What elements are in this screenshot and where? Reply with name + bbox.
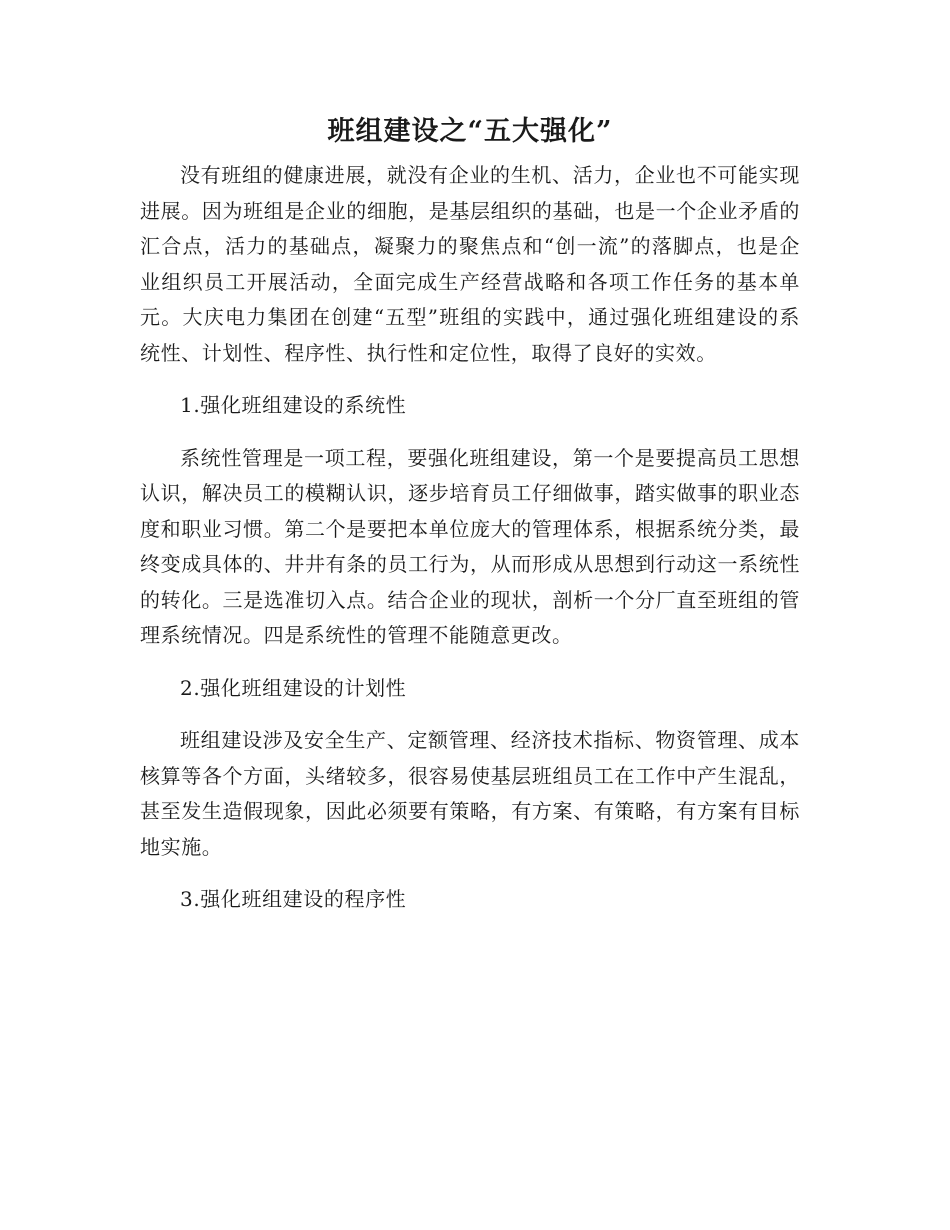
section-body-1: 系统性管理是一项工程，要强化班组建设，第一个是要提高员工思想认识，解决员工的模糊认识，逐步培育员工仔细做事，踏实做事的职业态度和职业习惯。第二个是要把本单位庞大的管理体系，根据系统分类，最终变成具体的、井井有条的员工行为，从而形成从思想到行动这一系统性的转化。三是选准切入点。结合企业的现状，剖析一个分厂直至班组的管理系统情况。四是系统性的管理不能随意更改。 <box>140 445 800 647</box>
document-page <box>140 108 800 918</box>
intro-paragraph: 没有班组的健康进展，就没有企业的生机、活力，企业也不可能实现进展。因为班组是企业的细胞，是基层组织的基础，也是一个企业矛盾的汇合点，活力的基础点，凝聚力的聚焦点和“创一流”的落脚点，也是企业组织员工开展活动，全面完成生产经营战略和各项工作任务的基本单元。大庆电力集团在创建“五型”班组的实践中，通过强化班组建设的系统性、计划性、程序性、执行性和定位性，取得了良好的实效。 <box>140 163 800 365</box>
document-title: 班组建设之“五大强化” <box>327 116 613 147</box>
section-heading-2: 2.强化班组建设的计划性 <box>180 675 407 700</box>
section-heading-3: 3.强化班组建设的程序性 <box>180 887 407 911</box>
section-heading-1: 1.强化班组建设的系统性 <box>180 393 407 417</box>
section-body-2: 班组建设涉及安全生产、定额管理、经济技术指标、物资管理、成本核算等各个方面，头绪较多，很容易使基层班组员工在工作中产生混乱，甚至发生造假现象，因此必须要有策略，有方案、有策略，有方案有目标地实施。 <box>140 728 800 859</box>
